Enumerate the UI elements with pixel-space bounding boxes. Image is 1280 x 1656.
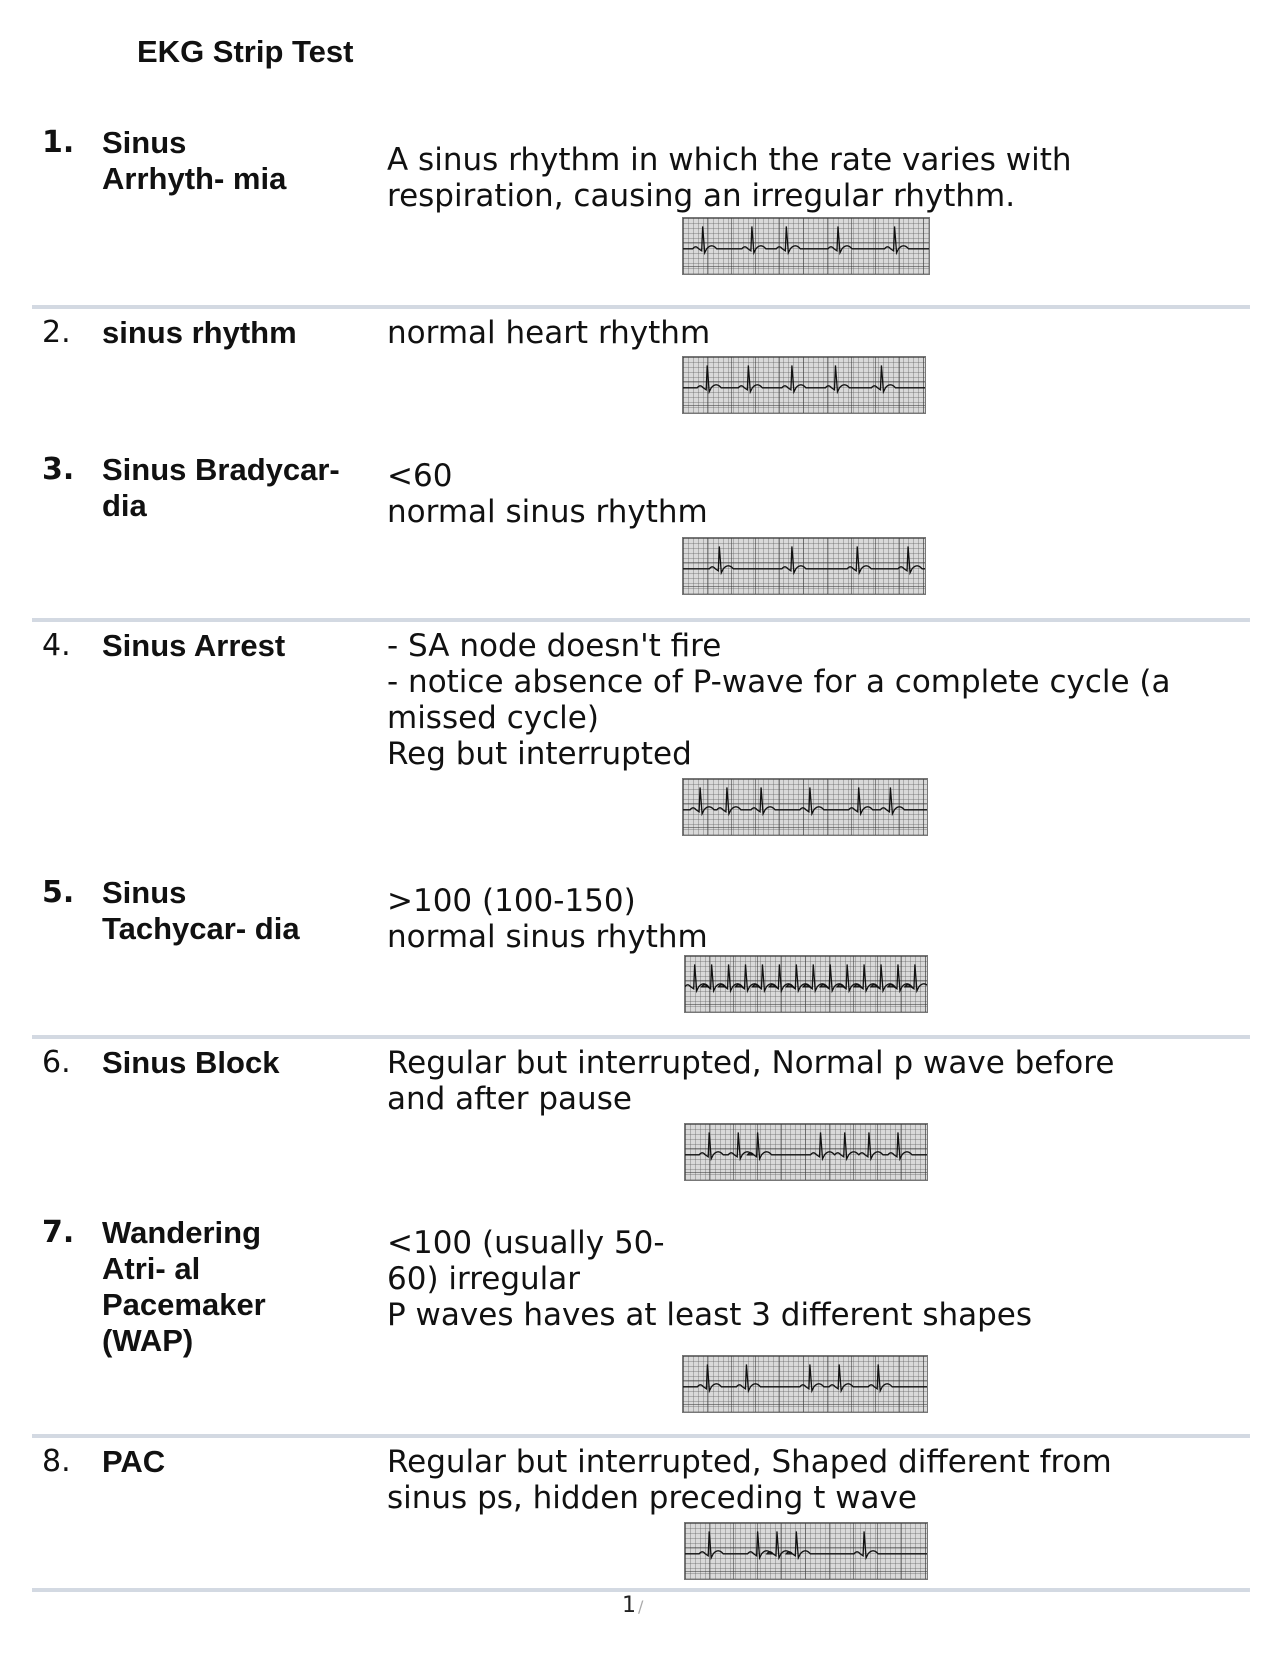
card-number: 5. <box>42 875 75 910</box>
card-definition <box>387 1045 1247 1117</box>
flashcard-7 <box>32 1215 1250 1415</box>
card-term <box>102 628 372 664</box>
card-term-line: Sinus Bradycar- <box>102 452 340 487</box>
ekg-trace-line <box>685 1132 927 1158</box>
card-definition-line: sinus ps, hidden preceding t wave <box>387 1480 917 1516</box>
card-definition-line: missed cycle) <box>387 700 599 736</box>
flashcard-8 <box>32 1444 1250 1584</box>
card-number: 6. <box>42 1045 71 1080</box>
card-divider <box>32 1434 1250 1438</box>
card-definition-line: normal heart rhythm <box>387 315 711 351</box>
card-definition-line: normal sinus rhythm <box>387 919 708 955</box>
card-definition-line: - notice absence of P-wave for a complete cycle (a <box>387 664 1171 700</box>
ekg-trace-line <box>683 546 925 572</box>
card-definition-line: <100 (usually 50- <box>387 1225 665 1261</box>
card-definition-line: respiration, causing an irregular rhythm. <box>387 178 1016 214</box>
ekg-trace <box>683 357 925 413</box>
ekg-trace-line <box>683 1364 927 1390</box>
page-separator: / <box>638 1597 644 1616</box>
ekg-trace <box>683 538 925 594</box>
card-term-line: Pacemaker <box>102 1287 266 1322</box>
ekg-trace-line <box>685 964 927 990</box>
card-definition <box>387 1444 1247 1516</box>
card-term-line: Arrhyth- mia <box>102 161 287 196</box>
card-term-line: PAC <box>102 1444 166 1479</box>
card-number: 7. <box>42 1215 75 1250</box>
card-definition-line: and after pause <box>387 1081 632 1117</box>
flashcard-4 <box>32 628 1250 848</box>
page-number <box>622 1593 643 1618</box>
ekg-trace-line <box>683 365 925 391</box>
ekg-trace-line <box>683 226 929 252</box>
ekg-trace <box>685 1523 927 1579</box>
card-definition-line: Regular but interrupted, Normal p wave before <box>387 1045 1115 1081</box>
ekg-strip-image <box>682 778 928 836</box>
ekg-trace-line <box>683 787 927 813</box>
ekg-strip-image <box>682 217 930 275</box>
card-number: 1. <box>42 125 75 160</box>
ekg-trace-line <box>685 1531 927 1557</box>
card-definition-line: Regular but interrupted, Shaped different from <box>387 1444 1112 1480</box>
card-definition <box>387 315 1247 351</box>
flashcard-2 <box>32 315 1250 425</box>
card-divider <box>32 618 1250 622</box>
card-term <box>102 125 372 197</box>
flashcard-6 <box>32 1045 1250 1190</box>
card-definition-line: P waves haves at least 3 different shapes <box>387 1297 1033 1333</box>
card-number: 4. <box>42 628 71 663</box>
ekg-strip-image <box>682 356 926 414</box>
card-term-line: Wandering <box>102 1215 262 1250</box>
card-definition <box>387 142 1247 214</box>
ekg-trace <box>683 1356 927 1412</box>
card-term-line: (WAP) <box>102 1323 194 1358</box>
card-divider <box>32 1588 1250 1592</box>
card-term <box>102 1444 372 1480</box>
card-term <box>102 1045 372 1081</box>
card-definition-line: 60) irregular <box>387 1261 581 1297</box>
card-divider <box>32 305 1250 309</box>
card-definition-line: normal sinus rhythm <box>387 494 708 530</box>
ekg-strip-image <box>682 1355 928 1413</box>
ekg-trace <box>685 956 927 1012</box>
flashcard-5 <box>32 875 1250 1035</box>
ekg-trace <box>683 218 929 274</box>
flashcard-1 <box>32 125 1250 285</box>
flashcard-3 <box>32 452 1250 597</box>
card-definition-line: <60 <box>387 458 453 494</box>
card-term <box>102 1215 372 1359</box>
card-term-line: Sinus Arrest <box>102 628 286 663</box>
page-number-value: 1 <box>622 1593 636 1618</box>
card-number: 3. <box>42 452 75 487</box>
ekg-strip-image <box>684 1123 928 1181</box>
card-definition <box>387 883 1247 955</box>
card-definition-line: Reg but interrupted <box>387 736 692 772</box>
ekg-strip-image <box>684 955 928 1013</box>
card-term-line: Tachycar- dia <box>102 911 300 946</box>
ekg-strip-image <box>682 537 926 595</box>
card-definition-line: >100 (100-150) <box>387 883 636 919</box>
ekg-trace <box>685 1124 927 1180</box>
card-term <box>102 315 372 351</box>
card-term-line: Sinus <box>102 875 187 910</box>
card-term <box>102 452 372 524</box>
card-definition-line: A sinus rhythm in which the rate varies with <box>387 142 1072 178</box>
card-number: 8. <box>42 1444 71 1479</box>
card-term-line: dia <box>102 488 147 523</box>
card-number: 2. <box>42 315 71 350</box>
card-term <box>102 875 372 947</box>
card-divider <box>32 1035 1250 1039</box>
card-term-line: Sinus Block <box>102 1045 280 1080</box>
ekg-strip-image <box>684 1522 928 1580</box>
card-definition <box>387 458 1247 530</box>
card-definition-line: - SA node doesn't fire <box>387 628 722 664</box>
ekg-trace <box>683 779 927 835</box>
card-definition <box>387 1225 1247 1333</box>
card-term-line: Atri- al <box>102 1251 201 1286</box>
card-definition <box>387 628 1247 772</box>
card-term-line: Sinus <box>102 125 187 160</box>
card-term-line: sinus rhythm <box>102 315 297 350</box>
document-title: EKG Strip Test <box>137 34 354 69</box>
